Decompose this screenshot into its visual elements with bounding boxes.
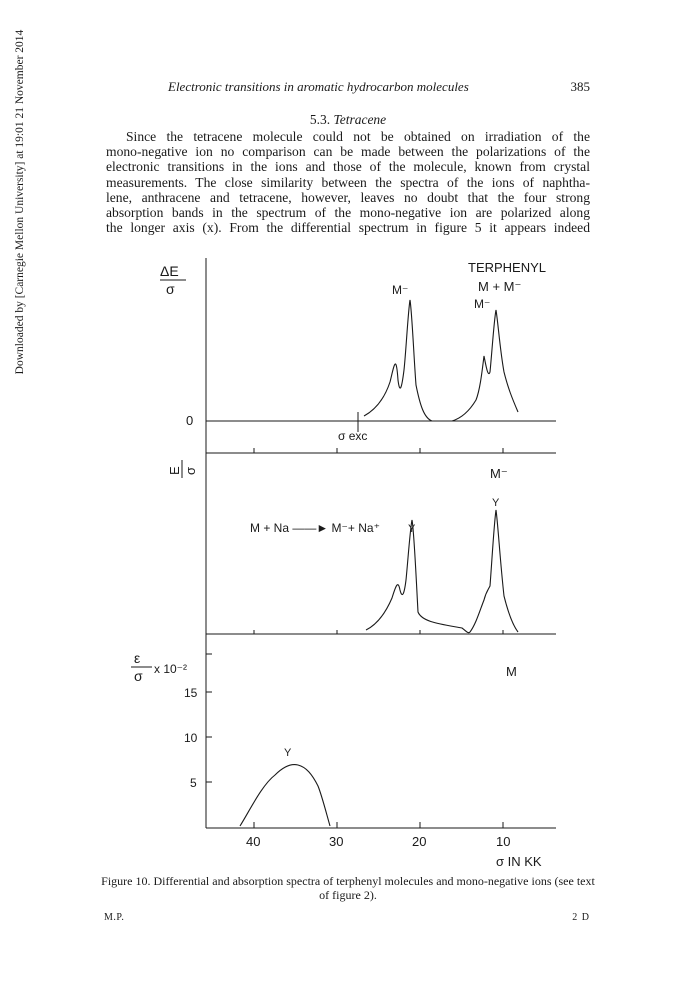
figure-frame (206, 258, 556, 828)
top-label-m-minus-2: M⁻ (474, 297, 491, 311)
e-over-sigma-denominator: σ (183, 466, 198, 475)
epsilon-scale: x 10⁻² (154, 662, 188, 676)
middle-curve-m-minus (366, 510, 518, 633)
y-tick-10: 10 (184, 731, 198, 745)
x-tick-40: 40 (246, 834, 261, 849)
body-line: electronic transitions in the ions and those of the molecule, known from crystal (106, 159, 590, 175)
bottom-species-label: M (506, 664, 517, 679)
x-axis-labels (246, 834, 542, 869)
y-tick-15: 15 (184, 686, 198, 700)
middle-band-label-1: Y (408, 523, 416, 535)
body-line: Since the tetracene molecule could not be obtained on irradiation of the (126, 129, 590, 144)
section-number: 5.3. (309, 112, 331, 127)
zero-label: 0 (186, 413, 194, 428)
section-title: Tetracene (333, 112, 387, 127)
bottom-panel-labels (131, 650, 517, 790)
body-line: mono-negative ion no comparison can be made between the polarizations of the (106, 144, 590, 160)
x-tick-20: 20 (412, 834, 427, 849)
epsilon-denominator: σ (134, 668, 143, 684)
e-over-sigma-label: E (167, 466, 182, 475)
reaction-label: M + Na ——► M⁻+ Na⁺ (250, 521, 380, 535)
caption-text: Differential and absorption spectra of terphenyl molecules and mono-negative ions (see text of figure 2). (153, 874, 595, 902)
middle-band-label-2: Y (492, 497, 500, 509)
body-line: absorption bands in the spectrum of the mono-negative ion are polarized along (106, 205, 590, 221)
top-curve-m-plus-m-minus (452, 310, 518, 421)
body-line: lene, anthracene and tetracene, however, leaves no doubt that the four strong (106, 189, 590, 205)
top-label-m-plus-m-minus: M + M⁻ (478, 279, 522, 294)
running-title: Electronic transitions in aromatic hydrocarbon molecules (168, 79, 469, 94)
delta-e-denominator: σ (166, 281, 175, 297)
body-line: measurements. The close similarity between the spectra of the ions of naphtha- (106, 174, 590, 190)
figure-caption (100, 874, 596, 902)
delta-e-label: ΔE (160, 263, 179, 279)
caption-label: Figure 10. (101, 874, 151, 888)
top-curve-m-minus (364, 300, 452, 421)
epsilon-label: ε (134, 650, 141, 666)
figure-title: TERPHENYL (468, 260, 547, 275)
x-axis-label: σ IN KK (496, 854, 542, 869)
x-tick-10: 10 (496, 834, 511, 849)
x-tick-30: 30 (329, 834, 344, 849)
top-label-m-minus: M⁻ (392, 283, 409, 297)
curves (240, 300, 518, 826)
bottom-curve-m (240, 765, 330, 826)
footer-left: M.P. (104, 912, 125, 923)
middle-species-label: M⁻ (490, 466, 508, 481)
excitation-label: σ exc (338, 429, 368, 443)
page-number: 385 (570, 79, 590, 94)
top-panel-labels (160, 260, 546, 443)
footer-right: 2 D (572, 912, 590, 923)
download-watermark: Downloaded by [Carnegie Mellon University] at 19:01 21 November 2014 (14, 29, 26, 375)
middle-panel-labels (167, 460, 508, 535)
y-tick-5: 5 (190, 776, 197, 790)
body-line: the longer axis (x). From the differential spectrum in figure 5 it appears indeed (106, 220, 590, 236)
bottom-band-label: Y (284, 747, 292, 759)
